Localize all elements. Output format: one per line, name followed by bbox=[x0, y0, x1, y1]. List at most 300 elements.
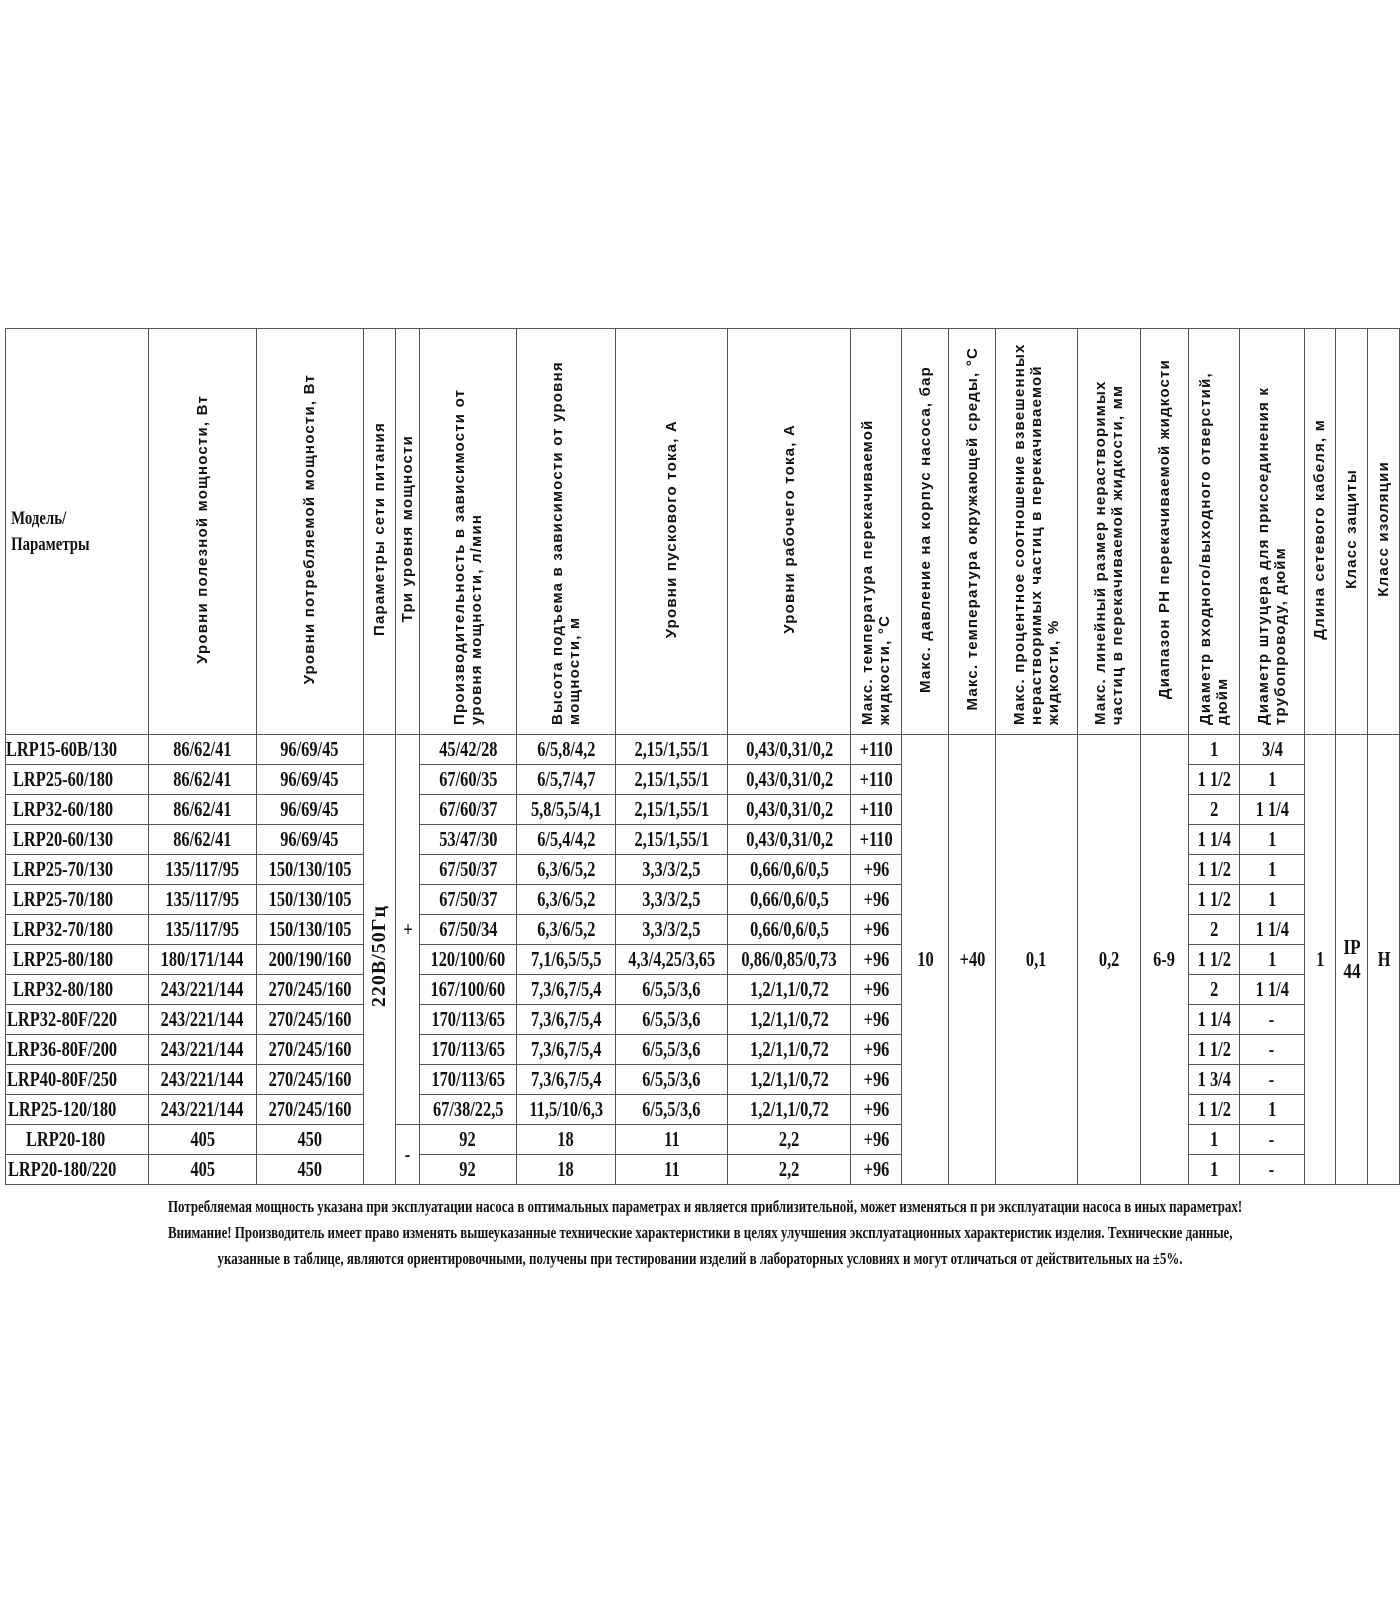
useful-power-cell-text: 135/117/95 bbox=[165, 917, 240, 941]
flow-cell bbox=[420, 735, 517, 765]
consumed-power-cell bbox=[256, 795, 363, 825]
max-temp-cell-text: +96 bbox=[863, 1007, 890, 1031]
flow-cell-text: 170/113/65 bbox=[431, 1007, 505, 1031]
flow-cell-text: 45/42/28 bbox=[438, 737, 498, 761]
model-cell bbox=[6, 1065, 149, 1095]
insulation-class-cell bbox=[1368, 735, 1400, 1185]
port-diameter-cell-text: 1 1/4 bbox=[1197, 827, 1231, 851]
table-body bbox=[6, 735, 1400, 1185]
model-cell-text: LRP25-70/180 bbox=[13, 887, 114, 911]
flow-cell bbox=[420, 1155, 517, 1185]
table-row bbox=[6, 915, 1400, 945]
spec-sheet bbox=[5, 328, 1400, 1185]
port-diameter-cell bbox=[1189, 885, 1240, 915]
port-diameter-cell bbox=[1189, 1035, 1240, 1065]
header-row bbox=[6, 329, 1400, 735]
flow-cell-text: 92 bbox=[459, 1127, 477, 1151]
useful-power-cell-text: 405 bbox=[190, 1127, 215, 1151]
header-max-pressure: Макс. давление на корпус насоса, бар bbox=[902, 329, 949, 735]
start-current-cell bbox=[616, 1155, 728, 1185]
consumed-power-cell bbox=[256, 1065, 363, 1095]
port-diameter-cell-text: 1 1/2 bbox=[1197, 887, 1231, 911]
header-max-particles-pct: Макс. процентное соотношение взвешенных нерастворимых частиц в перекачиваемой жидкости, % bbox=[996, 329, 1078, 735]
start-current-cell bbox=[616, 1035, 728, 1065]
head-cell-text: 18 bbox=[557, 1157, 575, 1181]
header-power-supply: Параметры сети питания bbox=[363, 329, 395, 735]
work-current-cell bbox=[728, 1125, 851, 1155]
flow-cell-text: 67/60/35 bbox=[438, 767, 498, 791]
model-cell bbox=[6, 1155, 149, 1185]
table-row bbox=[6, 1065, 1400, 1095]
start-current-cell-text: 6/5,5/3,6 bbox=[642, 1097, 701, 1121]
consumed-power-cell-text: 200/190/160 bbox=[268, 947, 352, 971]
max-temp-cell-text: +96 bbox=[863, 1157, 890, 1181]
fitting-diameter-cell bbox=[1239, 885, 1304, 915]
head-cell bbox=[516, 795, 615, 825]
model-cell bbox=[6, 885, 149, 915]
consumed-power-cell bbox=[256, 825, 363, 855]
model-cell-text: LRP32-80/180 bbox=[13, 977, 114, 1001]
consumed-power-cell-text: 450 bbox=[297, 1127, 322, 1151]
fitting-diameter-cell-text: - bbox=[1269, 1007, 1275, 1031]
useful-power-cell bbox=[149, 945, 256, 975]
consumed-power-cell bbox=[256, 1125, 363, 1155]
consumed-power-cell-text: 96/69/45 bbox=[280, 737, 339, 761]
start-current-cell-text: 3,3/3/2,5 bbox=[642, 887, 701, 911]
head-cell-text: 6,3/6/5,2 bbox=[536, 917, 596, 941]
port-diameter-cell-text: 1 bbox=[1209, 1157, 1219, 1181]
work-current-cell-text: 0,43/0,31/0,2 bbox=[745, 737, 833, 761]
start-current-cell-text: 2,15/1,55/1 bbox=[634, 767, 710, 791]
head-cell-text: 6,3/6/5,2 bbox=[536, 857, 596, 881]
model-cell bbox=[6, 735, 149, 765]
table-row bbox=[6, 735, 1400, 765]
consumed-power-cell-text: 96/69/45 bbox=[280, 767, 339, 791]
three-levels-cell bbox=[396, 1125, 420, 1185]
three-levels-cell bbox=[396, 735, 420, 1125]
fitting-diameter-cell bbox=[1239, 825, 1304, 855]
start-current-cell-text: 3,3/3/2,5 bbox=[642, 917, 701, 941]
model-cell bbox=[6, 1005, 149, 1035]
max-temp-cell bbox=[851, 1125, 902, 1155]
model-cell-text: LRP25-70/130 bbox=[13, 857, 114, 881]
max-temp-cell bbox=[851, 735, 902, 765]
header-model: Модель/ Параметры bbox=[6, 329, 118, 735]
max-temp-cell bbox=[851, 975, 902, 1005]
head-cell bbox=[516, 1095, 615, 1125]
flow-cell-text: 120/100/60 bbox=[430, 947, 506, 971]
port-diameter-cell-text: 1 1/4 bbox=[1197, 1007, 1231, 1031]
fitting-diameter-cell bbox=[1239, 1065, 1304, 1095]
header-ph-range: Диапазон PH перекачиваемой жидкости bbox=[1140, 329, 1188, 735]
model-cell bbox=[6, 915, 149, 945]
fitting-diameter-cell-text: 1 1/4 bbox=[1255, 797, 1289, 821]
max-particle-size-cell bbox=[1077, 735, 1140, 1185]
start-current-cell-text: 6/5,5/3,6 bbox=[642, 1007, 701, 1031]
start-current-cell bbox=[616, 1065, 728, 1095]
consumed-power-cell bbox=[256, 765, 363, 795]
work-current-cell-text: 0,66/0,6/0,5 bbox=[750, 887, 829, 911]
fitting-diameter-cell bbox=[1239, 795, 1304, 825]
head-cell bbox=[516, 1035, 615, 1065]
header-cable-length: Длина сетевого кабеля, м bbox=[1305, 329, 1336, 735]
model-cell-text: LRP40-80F/250 bbox=[6, 1067, 117, 1091]
three-levels-cell-text: + bbox=[402, 917, 413, 941]
useful-power-cell-text: 86/62/41 bbox=[173, 827, 232, 851]
model-cell-text: LRP25-60/180 bbox=[13, 767, 114, 791]
max-temp-cell-text: +96 bbox=[863, 1067, 890, 1091]
pump-specs-table bbox=[5, 328, 1400, 1185]
start-current-cell-text: 2,15/1,55/1 bbox=[634, 827, 710, 851]
head-cell bbox=[516, 1125, 615, 1155]
work-current-cell bbox=[728, 915, 851, 945]
fitting-diameter-cell-text: - bbox=[1269, 1157, 1275, 1181]
port-diameter-cell-text: 1 bbox=[1209, 737, 1219, 761]
max-temp-cell-text: +96 bbox=[863, 1037, 890, 1061]
useful-power-cell bbox=[149, 765, 256, 795]
flow-cell bbox=[420, 765, 517, 795]
work-current-cell bbox=[728, 975, 851, 1005]
work-current-cell-text: 1,2/1,1/0,72 bbox=[750, 1007, 829, 1031]
header-work-current: Уровни рабочего тока, А bbox=[728, 329, 851, 735]
model-cell bbox=[6, 1095, 149, 1125]
useful-power-cell bbox=[149, 885, 256, 915]
work-current-cell-text: 1,2/1,1/0,72 bbox=[750, 977, 829, 1001]
max-temp-cell-text: +96 bbox=[863, 947, 890, 971]
work-current-cell bbox=[728, 885, 851, 915]
model-cell-text: LRP20-180/220 bbox=[7, 1157, 117, 1181]
work-current-cell-text: 1,2/1,1/0,72 bbox=[750, 1097, 829, 1121]
model-cell-text: LRP20-180 bbox=[26, 1127, 106, 1151]
fitting-diameter-cell-text: 1 bbox=[1267, 887, 1277, 911]
consumed-power-cell-text: 450 bbox=[297, 1157, 322, 1181]
model-cell-text: LRP32-80F/220 bbox=[6, 1007, 117, 1031]
flow-cell-text: 67/60/37 bbox=[438, 797, 498, 821]
start-current-cell-text: 6/5,5/3,6 bbox=[642, 1037, 701, 1061]
head-cell bbox=[516, 1005, 615, 1035]
port-diameter-cell-text: 1 1/2 bbox=[1197, 1037, 1231, 1061]
flow-cell-text: 67/50/37 bbox=[438, 857, 498, 881]
consumed-power-cell bbox=[256, 975, 363, 1005]
useful-power-cell bbox=[149, 915, 256, 945]
flow-cell bbox=[420, 855, 517, 885]
header-flow: Производительность в зависимости от уровня мощности, л/мин bbox=[420, 329, 517, 735]
head-cell bbox=[516, 765, 615, 795]
start-current-cell bbox=[616, 765, 728, 795]
useful-power-cell-text: 243/221/144 bbox=[161, 1067, 244, 1091]
start-current-cell bbox=[616, 1125, 728, 1155]
consumed-power-cell-text: 270/245/160 bbox=[268, 977, 352, 1001]
useful-power-cell-text: 243/221/144 bbox=[161, 1097, 244, 1121]
port-diameter-cell-text: 1 3/4 bbox=[1197, 1067, 1231, 1091]
max-temp-cell bbox=[851, 795, 902, 825]
useful-power-cell-text: 180/171/144 bbox=[161, 947, 244, 971]
head-cell-text: 7,3/6,7/5,4 bbox=[530, 1067, 602, 1091]
table-row bbox=[6, 1095, 1400, 1125]
useful-power-cell bbox=[149, 975, 256, 1005]
start-current-cell bbox=[616, 735, 728, 765]
useful-power-cell bbox=[149, 1035, 256, 1065]
port-diameter-cell bbox=[1189, 1065, 1240, 1095]
port-diameter-cell-text: 2 bbox=[1209, 917, 1219, 941]
useful-power-cell bbox=[149, 1005, 256, 1035]
port-diameter-cell-text: 1 bbox=[1209, 1127, 1219, 1151]
model-cell bbox=[6, 1125, 149, 1155]
useful-power-cell-text: 86/62/41 bbox=[173, 767, 232, 791]
max-temp-cell-text: +110 bbox=[859, 827, 893, 851]
start-current-cell bbox=[616, 885, 728, 915]
head-cell bbox=[516, 945, 615, 975]
useful-power-cell bbox=[149, 1065, 256, 1095]
model-cell-text: LRP32-70/180 bbox=[13, 917, 114, 941]
head-cell bbox=[516, 975, 615, 1005]
port-diameter-cell bbox=[1189, 1155, 1240, 1185]
start-current-cell bbox=[616, 825, 728, 855]
work-current-cell-text: 0,66/0,6/0,5 bbox=[750, 857, 829, 881]
useful-power-cell-text: 243/221/144 bbox=[161, 1037, 244, 1061]
head-cell bbox=[516, 1155, 615, 1185]
table-row bbox=[6, 945, 1400, 975]
start-current-cell-text: 6/5,5/3,6 bbox=[642, 1067, 701, 1091]
work-current-cell bbox=[728, 825, 851, 855]
work-current-cell-text: 0,86/0,85/0,73 bbox=[741, 947, 837, 971]
head-cell-text: 6/5,4/4,2 bbox=[536, 827, 596, 851]
fitting-diameter-cell bbox=[1239, 1125, 1304, 1155]
table-row bbox=[6, 1005, 1400, 1035]
flow-cell bbox=[420, 795, 517, 825]
max-temp-cell-text: +110 bbox=[859, 767, 893, 791]
head-cell-text: 7,3/6,7/5,4 bbox=[530, 977, 602, 1001]
header-max-particle-size: Макс. линейный размер нерастворимых частиц в перекачиваемой жидкости, мм bbox=[1077, 329, 1140, 735]
work-current-cell bbox=[728, 1155, 851, 1185]
fitting-diameter-cell bbox=[1239, 765, 1304, 795]
note-warning: Внимание! Производитель имеет право изменять вышеуказанные технические характеристики в целях улучшения эксплуатационных характеристик изделия. Технические данные, bbox=[168, 1223, 1233, 1242]
max-ambient-temp-cell bbox=[949, 735, 996, 1185]
max-temp-cell bbox=[851, 1035, 902, 1065]
consumed-power-cell-text: 150/130/105 bbox=[268, 917, 352, 941]
header-port-diameter: Диаметр входного/выходного отверстий, дюйм bbox=[1189, 329, 1240, 735]
start-current-cell-text: 2,15/1,55/1 bbox=[634, 797, 710, 821]
max-temp-cell-text: +110 bbox=[859, 737, 893, 761]
model-cell-text: LRP25-80/180 bbox=[13, 947, 114, 971]
work-current-cell-text: 2,2 bbox=[779, 1157, 800, 1181]
head-cell-text: 5,8/5,5/4,1 bbox=[530, 797, 602, 821]
fitting-diameter-cell-text: 1 bbox=[1267, 1097, 1277, 1121]
cable-length-cell bbox=[1305, 735, 1336, 1185]
useful-power-cell-text: 86/62/41 bbox=[173, 797, 232, 821]
fitting-diameter-cell-text: 1 bbox=[1267, 827, 1277, 851]
port-diameter-cell bbox=[1189, 825, 1240, 855]
note-power: Потребляемая мощность указана при эксплуатации насоса в оптимальных параметрах и является приблизительной, может изменяться п ри эксплуатации насоса в иных параметрах! bbox=[168, 1197, 1243, 1216]
consumed-power-cell bbox=[256, 735, 363, 765]
header-useful-power: Уровни полезной мощности, Вт bbox=[149, 329, 256, 735]
footnotes bbox=[0, 1194, 1400, 1272]
work-current-cell-text: 0,43/0,31/0,2 bbox=[745, 827, 833, 851]
table-row bbox=[6, 825, 1400, 855]
model-cell-text: LRP32-60/180 bbox=[13, 797, 114, 821]
port-diameter-cell bbox=[1189, 975, 1240, 1005]
table-row bbox=[6, 795, 1400, 825]
start-current-cell bbox=[616, 1005, 728, 1035]
useful-power-cell-text: 86/62/41 bbox=[173, 737, 232, 761]
note-tolerance: указанные в таблице, являются ориентировочными, получены при тестировании изделий в лабораторных условиях и могут отличаться от действительных на ±5%. bbox=[217, 1249, 1183, 1268]
start-current-cell bbox=[616, 915, 728, 945]
flow-cell bbox=[420, 1065, 517, 1095]
head-cell-text: 6/5,7/4,7 bbox=[536, 767, 596, 791]
port-diameter-cell bbox=[1189, 795, 1240, 825]
consumed-power-cell-text: 96/69/45 bbox=[280, 797, 339, 821]
ph-range-cell-text: 6-9 bbox=[1153, 947, 1176, 971]
ph-range-cell bbox=[1140, 735, 1188, 1185]
table-row bbox=[6, 975, 1400, 1005]
max-particles-pct-cell-text: 0,1 bbox=[1026, 947, 1047, 971]
flow-cell-text: 67/50/37 bbox=[438, 887, 498, 911]
useful-power-cell bbox=[149, 795, 256, 825]
table-row bbox=[6, 765, 1400, 795]
consumed-power-cell-text: 270/245/160 bbox=[268, 1067, 352, 1091]
work-current-cell bbox=[728, 1065, 851, 1095]
flow-cell-text: 170/113/65 bbox=[431, 1037, 505, 1061]
flow-cell-text: 67/38/22,5 bbox=[432, 1097, 504, 1121]
table-row bbox=[6, 1125, 1400, 1155]
flow-cell-text: 92 bbox=[459, 1157, 477, 1181]
protection-class-cell bbox=[1335, 735, 1368, 1185]
header-max-liquid-temp: Макс. температура перекачиваемой жидкости, °С bbox=[851, 329, 902, 735]
flow-cell bbox=[420, 975, 517, 1005]
model-cell-text: LRP15-60B/130 bbox=[6, 737, 118, 761]
fitting-diameter-cell-text: 1 1/4 bbox=[1255, 917, 1289, 941]
fitting-diameter-cell-text: 3/4 bbox=[1261, 737, 1283, 761]
header-head: Высота подъема в зависимости от уровня мощности, м bbox=[516, 329, 615, 735]
header-fitting-diameter: Диаметр штуцера для присоединения к трубопроводу, дюйм bbox=[1239, 329, 1304, 735]
power-supply-value: 220В/50Гц bbox=[367, 905, 390, 1008]
consumed-power-cell-text: 270/245/160 bbox=[268, 1097, 352, 1121]
work-current-cell-text: 0,66/0,6/0,5 bbox=[750, 917, 829, 941]
flow-cell bbox=[420, 1035, 517, 1065]
head-cell bbox=[516, 885, 615, 915]
max-temp-cell bbox=[851, 1095, 902, 1125]
consumed-power-cell-text: 270/245/160 bbox=[268, 1007, 352, 1031]
useful-power-cell bbox=[149, 735, 256, 765]
port-diameter-cell bbox=[1189, 735, 1240, 765]
flow-cell bbox=[420, 1005, 517, 1035]
head-cell-text: 7,1/6,5/5,5 bbox=[530, 947, 602, 971]
work-current-cell-text: 0,43/0,31/0,2 bbox=[745, 797, 833, 821]
fitting-diameter-cell bbox=[1239, 975, 1304, 1005]
fitting-diameter-cell bbox=[1239, 1155, 1304, 1185]
max-temp-cell bbox=[851, 1065, 902, 1095]
fitting-diameter-cell bbox=[1239, 1095, 1304, 1125]
start-current-cell-text: 2,15/1,55/1 bbox=[634, 737, 710, 761]
consumed-power-cell-text: 96/69/45 bbox=[280, 827, 339, 851]
max-temp-cell-text: +96 bbox=[863, 887, 890, 911]
consumed-power-cell bbox=[256, 1155, 363, 1185]
consumed-power-cell bbox=[256, 1035, 363, 1065]
model-cell bbox=[6, 855, 149, 885]
consumed-power-cell bbox=[256, 945, 363, 975]
start-current-cell bbox=[616, 945, 728, 975]
fitting-diameter-cell bbox=[1239, 945, 1304, 975]
work-current-cell bbox=[728, 765, 851, 795]
max-ambient-temp-cell-text: +40 bbox=[959, 947, 986, 971]
max-temp-cell bbox=[851, 1155, 902, 1185]
header-max-ambient-temp: Макс. температура окружающей среды, °С bbox=[949, 329, 996, 735]
power-supply-cell bbox=[363, 735, 395, 1185]
start-current-cell-text: 11 bbox=[664, 1157, 680, 1181]
fitting-diameter-cell bbox=[1239, 735, 1304, 765]
head-cell bbox=[516, 855, 615, 885]
flow-cell-text: 167/100/60 bbox=[430, 977, 506, 1001]
start-current-cell-text: 3,3/3/2,5 bbox=[642, 857, 701, 881]
model-cell-text: LRP25-120/180 bbox=[7, 1097, 117, 1121]
consumed-power-cell bbox=[256, 915, 363, 945]
flow-cell bbox=[420, 1095, 517, 1125]
start-current-cell bbox=[616, 975, 728, 1005]
start-current-cell-text: 11 bbox=[664, 1127, 680, 1151]
model-cell bbox=[6, 825, 149, 855]
flow-cell bbox=[420, 885, 517, 915]
consumed-power-cell-text: 270/245/160 bbox=[268, 1037, 352, 1061]
port-diameter-cell bbox=[1189, 1125, 1240, 1155]
insulation-class-cell-text: H bbox=[1377, 947, 1391, 971]
fitting-diameter-cell-text: 1 bbox=[1267, 857, 1277, 881]
head-cell bbox=[516, 1065, 615, 1095]
head-cell-text: 11,5/10/6,3 bbox=[529, 1097, 603, 1121]
useful-power-cell bbox=[149, 855, 256, 885]
work-current-cell bbox=[728, 795, 851, 825]
max-temp-cell bbox=[851, 765, 902, 795]
flow-cell-text: 67/50/34 bbox=[438, 917, 498, 941]
consumed-power-cell bbox=[256, 1005, 363, 1035]
max-particle-size-cell-text: 0,2 bbox=[1098, 947, 1120, 971]
model-cell-text: LRP36-80F/200 bbox=[6, 1037, 117, 1061]
work-current-cell-text: 2,2 bbox=[779, 1127, 800, 1151]
fitting-diameter-cell-text: - bbox=[1269, 1037, 1275, 1061]
table-row bbox=[6, 1155, 1400, 1185]
useful-power-cell bbox=[149, 1095, 256, 1125]
protection-class-value: IP 44 bbox=[1342, 935, 1361, 983]
port-diameter-cell bbox=[1189, 945, 1240, 975]
start-current-cell-text: 6/5,5/3,6 bbox=[642, 977, 701, 1001]
flow-cell bbox=[420, 825, 517, 855]
model-cell bbox=[6, 945, 149, 975]
flow-cell-text: 53/47/30 bbox=[438, 827, 498, 851]
max-temp-cell bbox=[851, 915, 902, 945]
fitting-diameter-cell bbox=[1239, 855, 1304, 885]
useful-power-cell-text: 135/117/95 bbox=[165, 857, 240, 881]
flow-cell bbox=[420, 945, 517, 975]
fitting-diameter-cell-text: 1 bbox=[1267, 947, 1277, 971]
flow-cell-text: 170/113/65 bbox=[431, 1067, 505, 1091]
max-pressure-cell-text: 10 bbox=[917, 947, 934, 971]
max-particles-pct-cell bbox=[996, 735, 1078, 1185]
port-diameter-cell bbox=[1189, 855, 1240, 885]
max-temp-cell-text: +110 bbox=[859, 797, 893, 821]
start-current-cell bbox=[616, 855, 728, 885]
port-diameter-cell-text: 2 bbox=[1209, 797, 1219, 821]
table-row bbox=[6, 855, 1400, 885]
max-temp-cell-text: +96 bbox=[863, 917, 890, 941]
header-insulation-class: Класс изоляции bbox=[1368, 329, 1400, 735]
model-cell-text: LRP20-60/130 bbox=[13, 827, 114, 851]
port-diameter-cell-text: 1 1/2 bbox=[1197, 767, 1231, 791]
fitting-diameter-cell bbox=[1239, 1035, 1304, 1065]
port-diameter-cell-text: 2 bbox=[1209, 977, 1219, 1001]
port-diameter-cell bbox=[1189, 1095, 1240, 1125]
head-cell-text: 18 bbox=[557, 1127, 575, 1151]
max-temp-cell bbox=[851, 885, 902, 915]
port-diameter-cell-text: 1 1/2 bbox=[1197, 1097, 1231, 1121]
